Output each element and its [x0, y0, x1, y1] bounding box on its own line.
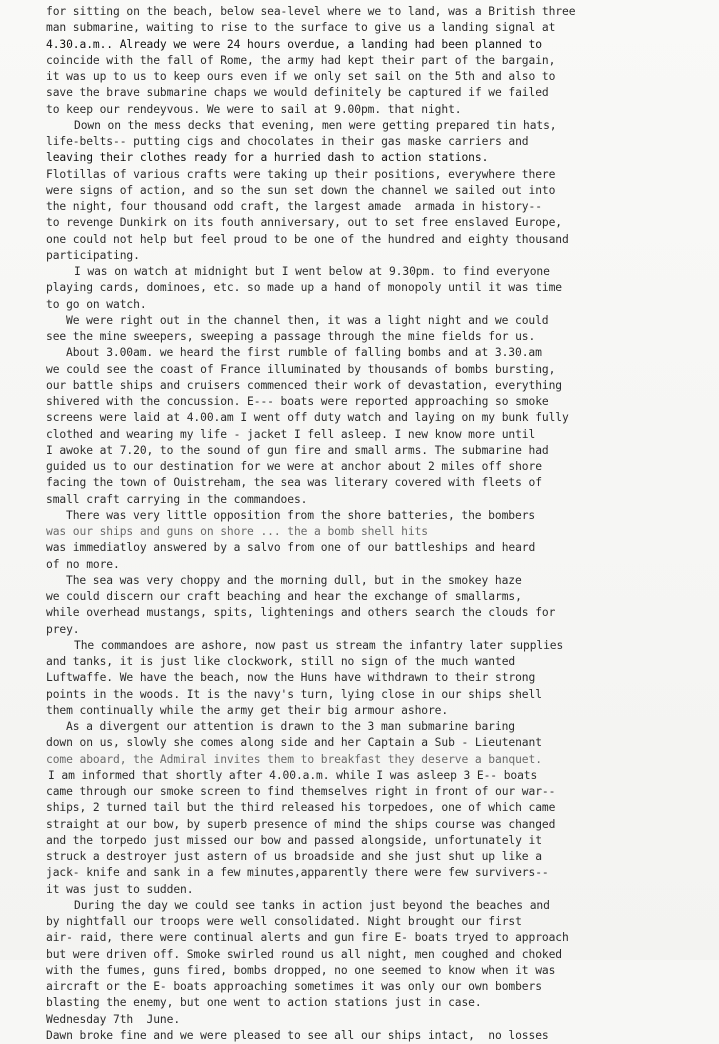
text-line: points in the woods. It is the navy's turn, lying close in our ships shell — [46, 687, 542, 701]
text-line: it was up to us to keep ours even if we only set sail on the 5th and also to — [46, 70, 556, 83]
text-line: playing cards, dominoes, etc. so made up a hand of monopoly until it was time — [46, 281, 563, 295]
text-line: but were driven off. Smoke swirled round us all night, men coughed and choked — [46, 947, 563, 961]
text-line: coincide with the fall of Rome, the army had kept their part of the bargain, — [46, 53, 556, 67]
text-line: air- raid, there were continual alerts and gun fire E- boats tryed to approach — [46, 931, 569, 945]
text-line: During the day we could see tanks in action just beyond the beaches and — [74, 898, 550, 912]
text-line: Flotillas of various crafts were taking up their positions, everywhere there — [46, 167, 556, 181]
text-line: one could not help but feel proud to be one of the hundred and eighty thousand — [46, 232, 569, 246]
text-line: aircraft or the E- boats approaching sometimes it was only our own bombers — [46, 980, 542, 993]
text-line: see the mine sweepers, sweeping a passage through the mine fields for us. — [46, 330, 536, 343]
text-line: shivered with the concussion. E--- boats were reported approaching so smoke — [46, 395, 549, 408]
text-line: Wednesday 7th June. — [46, 1012, 181, 1026]
typewritten-text — [46, 4, 716, 1044]
text-line: to revenge Dunkirk on its fouth anniversary, out to set free enslaved Europe, — [46, 216, 563, 230]
text-line: participating. — [46, 248, 140, 262]
text-line: facing the town of Ouistreham, the sea was literary covered with fleets of — [46, 476, 542, 490]
text-line: I awoke at 7.20, to the sound of gun fire and small arms. The submarine had — [46, 443, 549, 457]
text-line: There was very little opposition from the shore batteries, the bombers — [66, 508, 536, 522]
text-line: 4.30.a.m.. Already we were 24 hours overdue, a landing had been planned to — [46, 37, 542, 51]
text-line: them continually while the army get their big armour ashore. — [46, 703, 449, 717]
text-line: we could see the coast of France illuminated by thousands of bombs bursting, — [46, 362, 556, 376]
text-line: Dawn broke fine and we were pleased to see all our ships intact, no losses — [46, 1028, 549, 1042]
text-line: We were right out in the channel then, it was a light night and we could — [66, 313, 549, 327]
text-line: and the torpedo just missed our bow and passed alongside, unfortunately it — [46, 833, 542, 847]
text-line: small craft carrying in the commandoes. — [46, 492, 308, 506]
text-line: I was on watch at midnight but I went below at 9.30pm. to find everyone — [74, 265, 550, 278]
text-line: was immediatloy answered by a salvo from one of our battleships and heard — [46, 541, 536, 555]
text-line: and tanks, it is just like clockwork, still no sign of the much wanted — [46, 655, 516, 668]
text-line: jack- knife and sank in a few minutes,apparently there were few survivers-- — [46, 866, 549, 880]
text-line: As a divergent our attention is drawn to the 3 man submarine baring — [66, 720, 515, 733]
text-line: guided us to our destination for we were at anchor about 2 miles off shore — [46, 460, 542, 473]
text-line: with the fumes, guns fired, bombs dropped, no one seemed to know when it was — [46, 963, 556, 977]
text-line: I am informed that shortly after 4.00.a.m. while I was asleep 3 E-- boats — [48, 768, 538, 782]
text-line: The commandoes are ashore, now past us stream the infantry later supplies — [74, 638, 564, 652]
text-line: Down on the mess decks that evening, men were getting prepared tin hats, — [74, 118, 557, 132]
text-line: by nightfall our troops were well consolidated. Night brought our first — [46, 915, 522, 928]
text-line: come aboard, the Admiral invites them to breakfast they deserve a banquet. — [46, 752, 542, 766]
text-line: while overhead mustangs, spits, lightenings and others search the clouds for — [46, 606, 556, 620]
text-line: down on us, slowly she comes along side and her Captain a Sub - Lieutenant — [46, 736, 542, 750]
text-line: struck a destroyer just astern of us broadside and she just shut up like a — [46, 850, 542, 863]
text-line: our battle ships and cruisers commenced their work of devastation, everything — [46, 378, 563, 392]
text-line: the night, four thousand odd craft, the largest amade armada in history-- — [46, 200, 542, 213]
text-line: Luftwaffe. We have the beach, now the Huns have withdrawn to their strong — [46, 671, 536, 685]
text-line: were signs of action, and so the sun set down the channel we sailed out into — [46, 183, 556, 197]
text-line: to go on watch. — [46, 297, 147, 311]
text-line: for sitting on the beach, below sea-level where we to land, was a British three — [46, 5, 576, 18]
text-line: of no more. — [46, 557, 120, 571]
text-line: prey. — [46, 622, 80, 636]
text-line: was our ships and guns on shore ... the a bomb shell hits — [46, 525, 428, 538]
text-line: to keep our rendeyvous. We were to sail at 9.00pm. that night. — [46, 102, 462, 116]
text-line: ships, 2 turned tail but the third released his torpedoes, one of which came — [46, 801, 556, 815]
text-line: life-belts-- putting cigs and chocolates in their gas maske carriers and — [46, 135, 529, 148]
text-line: straight at our bow, by superb presence of mind the ships course was changed — [46, 817, 556, 831]
text-line: About 3.00am. we heard the first rumble of falling bombs and at 3.30.am — [66, 346, 542, 360]
text-line: it was just to sudden. — [46, 882, 194, 896]
text-line: leaving their clothes ready for a hurried dash to action stations. — [46, 151, 489, 165]
text-line: blasting the enemy, but one went to action stations just in case. — [46, 996, 482, 1010]
text-line: screens were laid at 4.00.am I went off duty watch and laying on my bunk fully — [46, 411, 569, 425]
text-line: came through our smoke screen to find themselves right in front of our war-- — [46, 785, 556, 798]
text-line: man submarine, waiting to rise to the surface to give us a landing signal at — [46, 21, 556, 35]
text-line: clothed and wearing my life - jacket I fell asleep. I new know more until — [46, 427, 536, 441]
text-line: we could discern our craft beaching and hear the exchange of smallarms, — [46, 590, 522, 603]
text-line: save the brave submarine chaps we would definitely be captured if we failed — [46, 86, 549, 100]
text-line: The sea was very choppy and the morning dull, but in the smokey haze — [66, 573, 522, 587]
